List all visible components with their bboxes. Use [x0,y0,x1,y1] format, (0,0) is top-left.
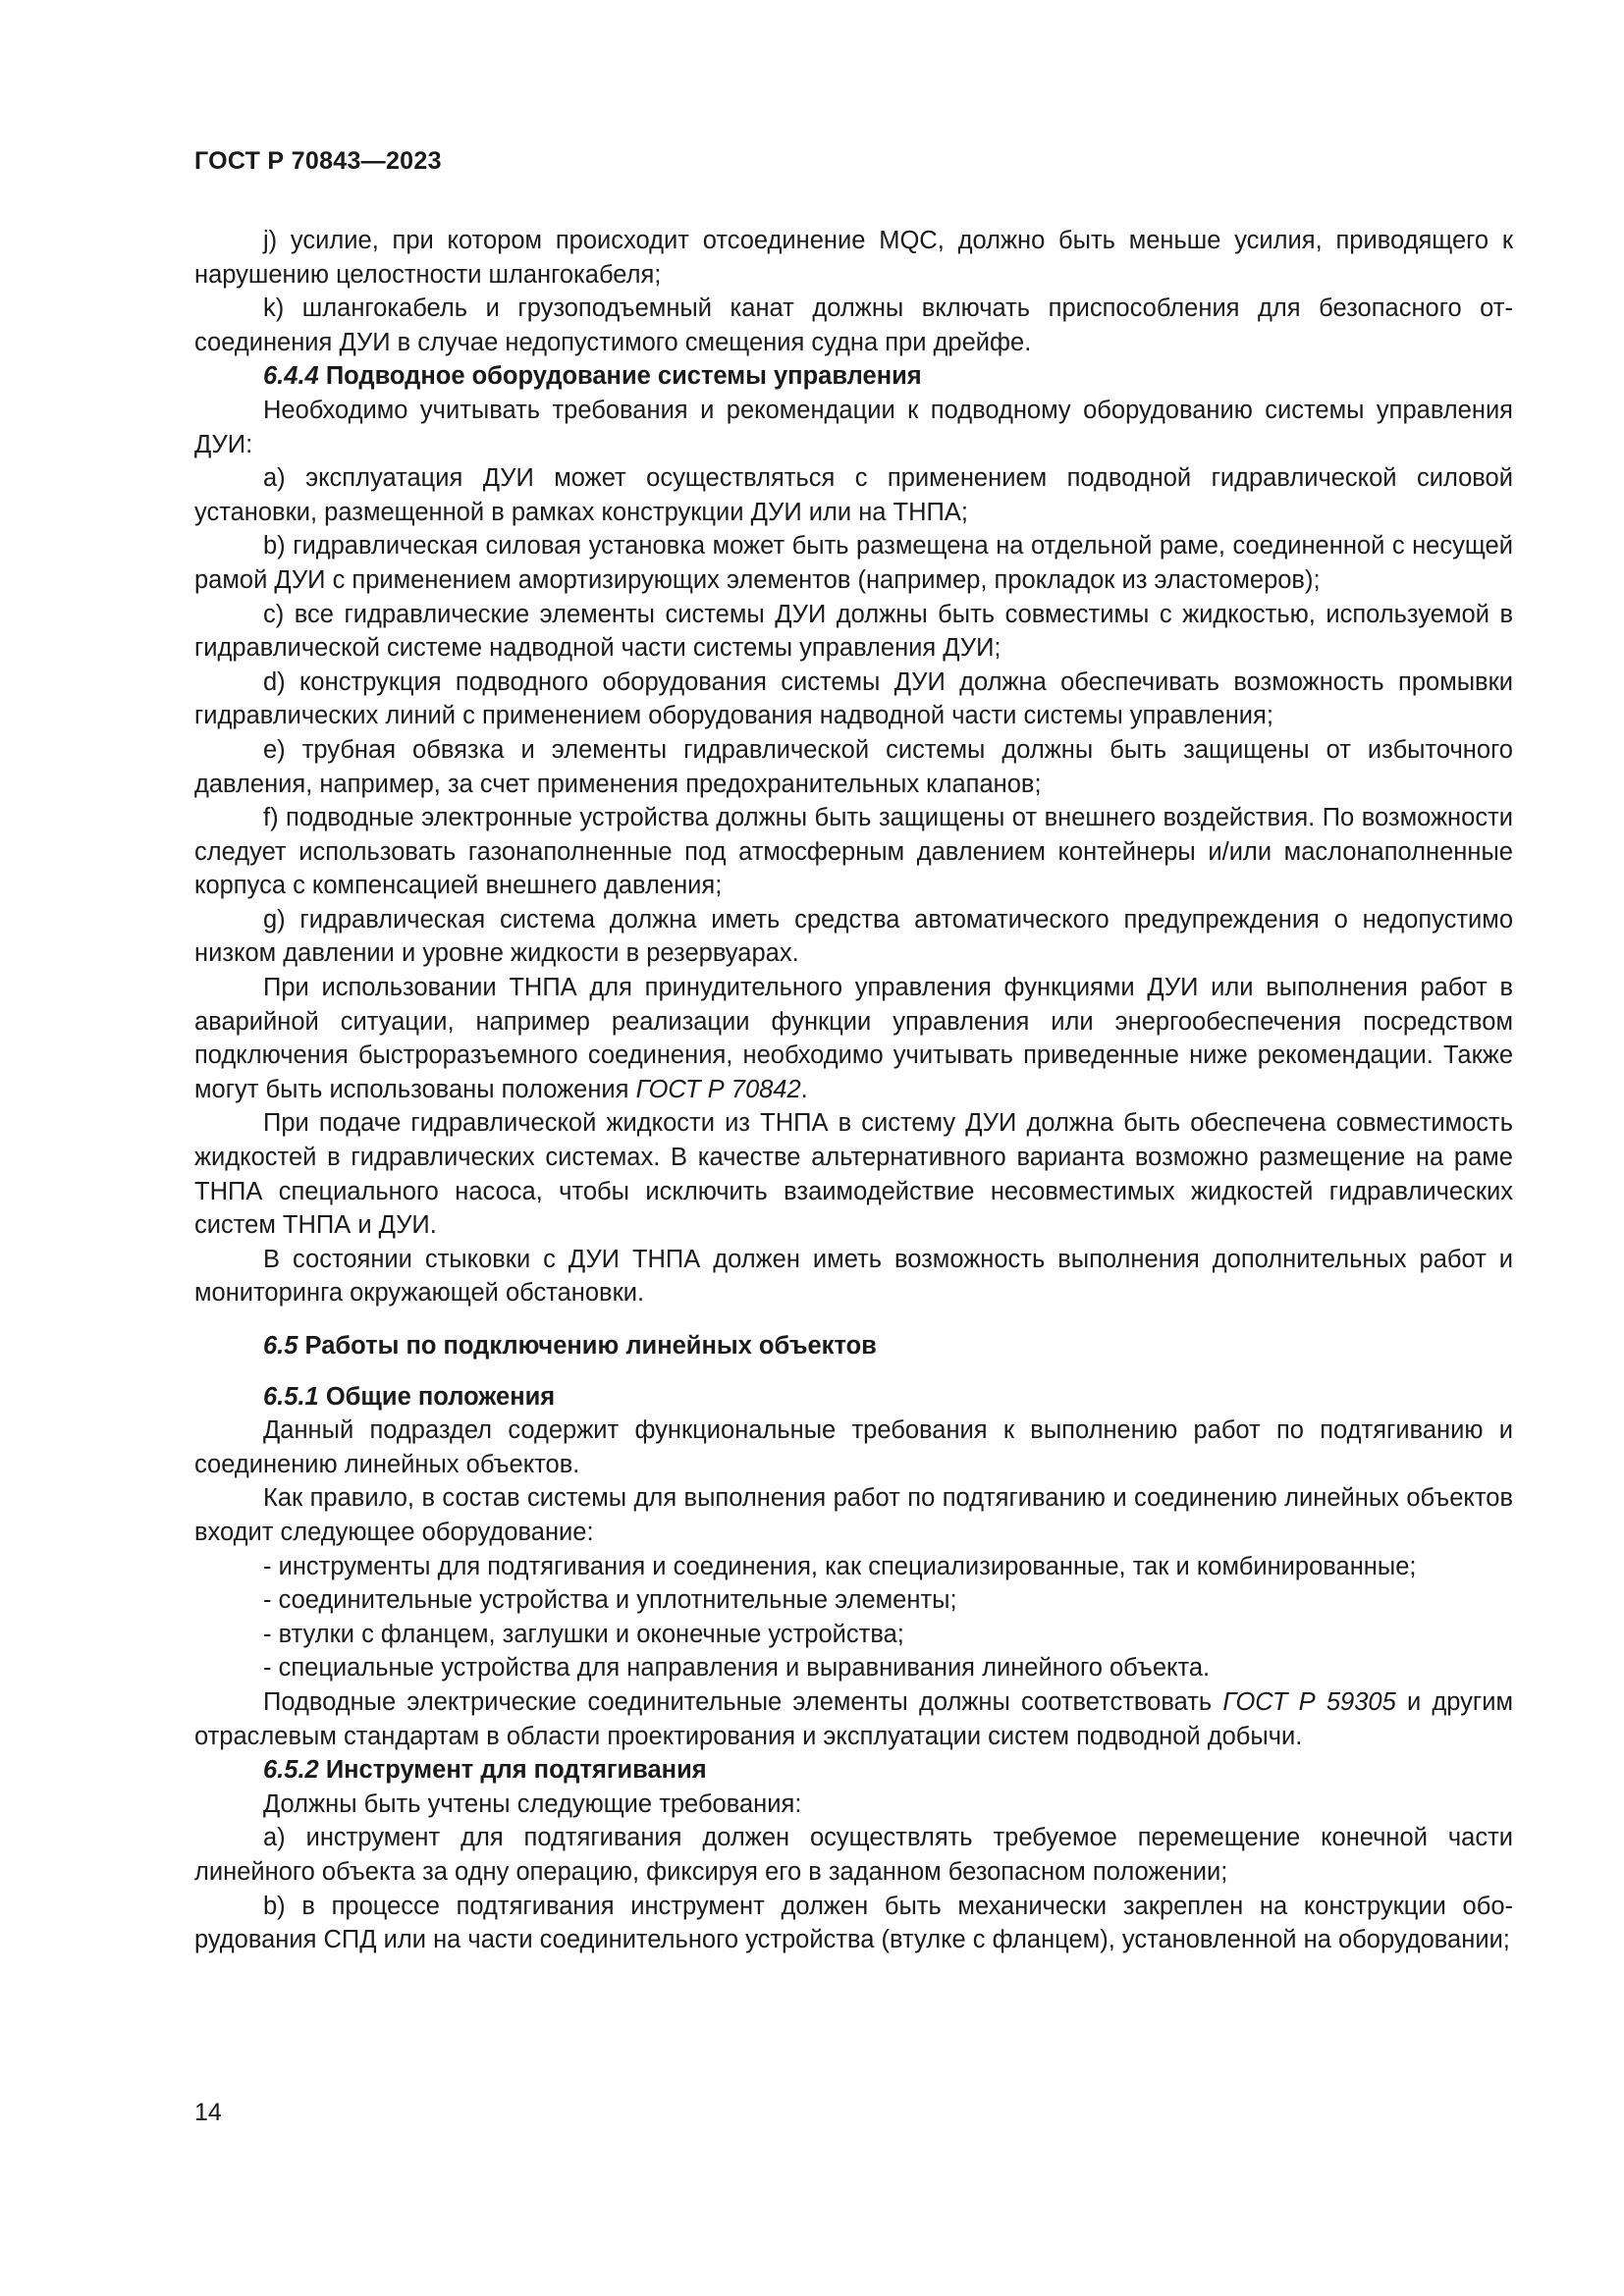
list-item-g: g) гидравлическая система должна иметь средства автоматического предупреждения о недопустимо низком давлении и уровне жидкости в резервуарах. [194,905,1513,968]
list-item-b: b) гидравлическая силовая установка может быть размещена на отдельной раме, соединенной с несущей рамой ДУИ с применением амортизирующих элементов (например, прокладок из эластомеров); [194,532,1513,594]
document-body [194,224,1513,1957]
standard-header: ГОСТ Р 70843—2023 [194,147,442,175]
page-number: 14 [194,2099,222,2126]
paragraph-end: . [800,1075,808,1103]
section-number: 6.5.2 [263,1756,319,1785]
list-item: - инструменты для подтягивания и соединения, как специализированные, так и комбинированные; [263,1552,1417,1580]
paragraph-scope: Данный подраздел содержит функциональные требования к выполнению работ по подтягиванию и соединению линейных объектов. [194,1416,1513,1478]
paragraph-equipment: Как правило, в состав системы для выполнения работ по подтягиванию и соединению линейных объектов входит следующее оборудование: [194,1484,1513,1546]
paragraph-tnpa [194,971,1513,1106]
heading-6-5-1 [194,1380,1513,1415]
heading-6-4-4 [194,359,1513,394]
paragraph-k: k) шлангокабель и грузоподъемный канат должны включать приспособления для безопасного отсоединения ДУИ в случае недопустимого смещения судна при дрейфе. [194,294,1513,356]
list-item: - втулки с фланцем, заглушки и оконечные устройства; [263,1620,904,1648]
list-item-a: a) эксплуатация ДУИ может осуществляться с применением подводной гидравлической силовой установки, размещенной в рамках конструкции ДУИ или на ТНПА; [194,464,1513,526]
list-item-f: f) подводные электронные устройства должны быть защищены от внешнего воздействия. По возможности следует использовать газонаполненные под атмосферным давлением контейнеры и/или маслонаполненные корпуса с компенсацией внешнего давления; [194,804,1513,900]
section-number: 6.5.1 [263,1382,319,1411]
list-item-a: a) инструмент для подтягивания должен осуществлять требуемое перемещение конечной части линейного объекта за одну операцию, фиксируя его в заданном безопасном положении; [194,1824,1513,1886]
list-item-d: d) конструкция подводного оборудования системы ДУИ должна обеспечивать возможность промывки гидравлических линий с применением оборудования надводной части системы управления; [194,667,1513,730]
paragraph-requirements: Должны быть учтены следующие требования: [263,1789,802,1818]
paragraph-electrical [194,1685,1513,1753]
paragraph-intro: Необходимо учитывать требования и рекомендации к подводному оборудованию системы управления ДУИ: [194,396,1513,458]
list-item-e: e) трубная обвязка и элементы гидравлической системы должны быть защищены от избыточного давления, например, за счет применения предохранительных клапанов; [194,735,1513,798]
list-item-c: c) все гидравлические элементы системы ДУИ должны быть совместимы с жидкостью, используемой в гидравлической системе надводной части системы управления ДУИ; [194,600,1513,663]
section-number: 6.4.4 [263,362,319,391]
paragraph-text: При использовании ТНПА для принудительного управления функциями ДУИ или выполнения работ в аварийной ситуации, например реализации функции управления или энергообеспечения посредством подключения быстроразъемного соединения, необходимо учитывать приведенные ниже рекомендации. Также могут быть использованы положения [194,974,1513,1103]
paragraph-docking: В состоянии стыковки с ДУИ ТНПА должен иметь возможность выполнения дополнительных работ и мониторинга окружающей обстановки. [194,1245,1513,1308]
section-title: Подводное оборудование системы управления [325,362,922,391]
standard-reference: ГОСТ Р 59305 [1222,1687,1396,1716]
paragraph-j: j) усилие, при котором происходит отсоединение MQC, должно быть меньше усилия, приводящего к нарушению целостности шлангокабеля; [194,227,1513,289]
paragraph-fluid: При подаче гидравлической жидкости из ТНПА в систему ДУИ должна быть обеспечена совместимость жидкостей в гидравлических системах. В качестве альтернативного варианта возможно размещение на раме ТНПА специального насоса, чтобы исключить взаимодействие несовместимых жидкостей гидравлических систем ТНПА и ДУИ. [194,1109,1513,1240]
list-item: - соединительные устройства и уплотнительные элементы; [263,1586,957,1615]
heading-6-5-2 [194,1753,1513,1788]
section-title: Общие положения [325,1382,556,1411]
standard-reference: ГОСТ Р 70842 [635,1075,801,1103]
list-item: - специальные устройства для направления и выравнивания линейного объекта. [263,1654,1211,1682]
section-title: Работы по подключению линейных объектов [304,1332,877,1360]
section-title: Инструмент для подтягивания [325,1756,707,1785]
paragraph-text: Подводные электрические соединительные элементы должны соответствовать [263,1687,1223,1716]
heading-6-5 [194,1329,1513,1363]
section-number: 6.5 [263,1332,298,1360]
paragraph-end: и другим отраслевым стандартам в области проектирования и эксплуатации систем подводной добычи. [194,1687,1513,1750]
list-item-b: b) в процессе подтягивания инструмент должен быть механически закреплен на конструкции оборудования СПД или на части соединительного устройства (втулке с фланцем), установленной на оборудовании; [194,1892,1513,1954]
